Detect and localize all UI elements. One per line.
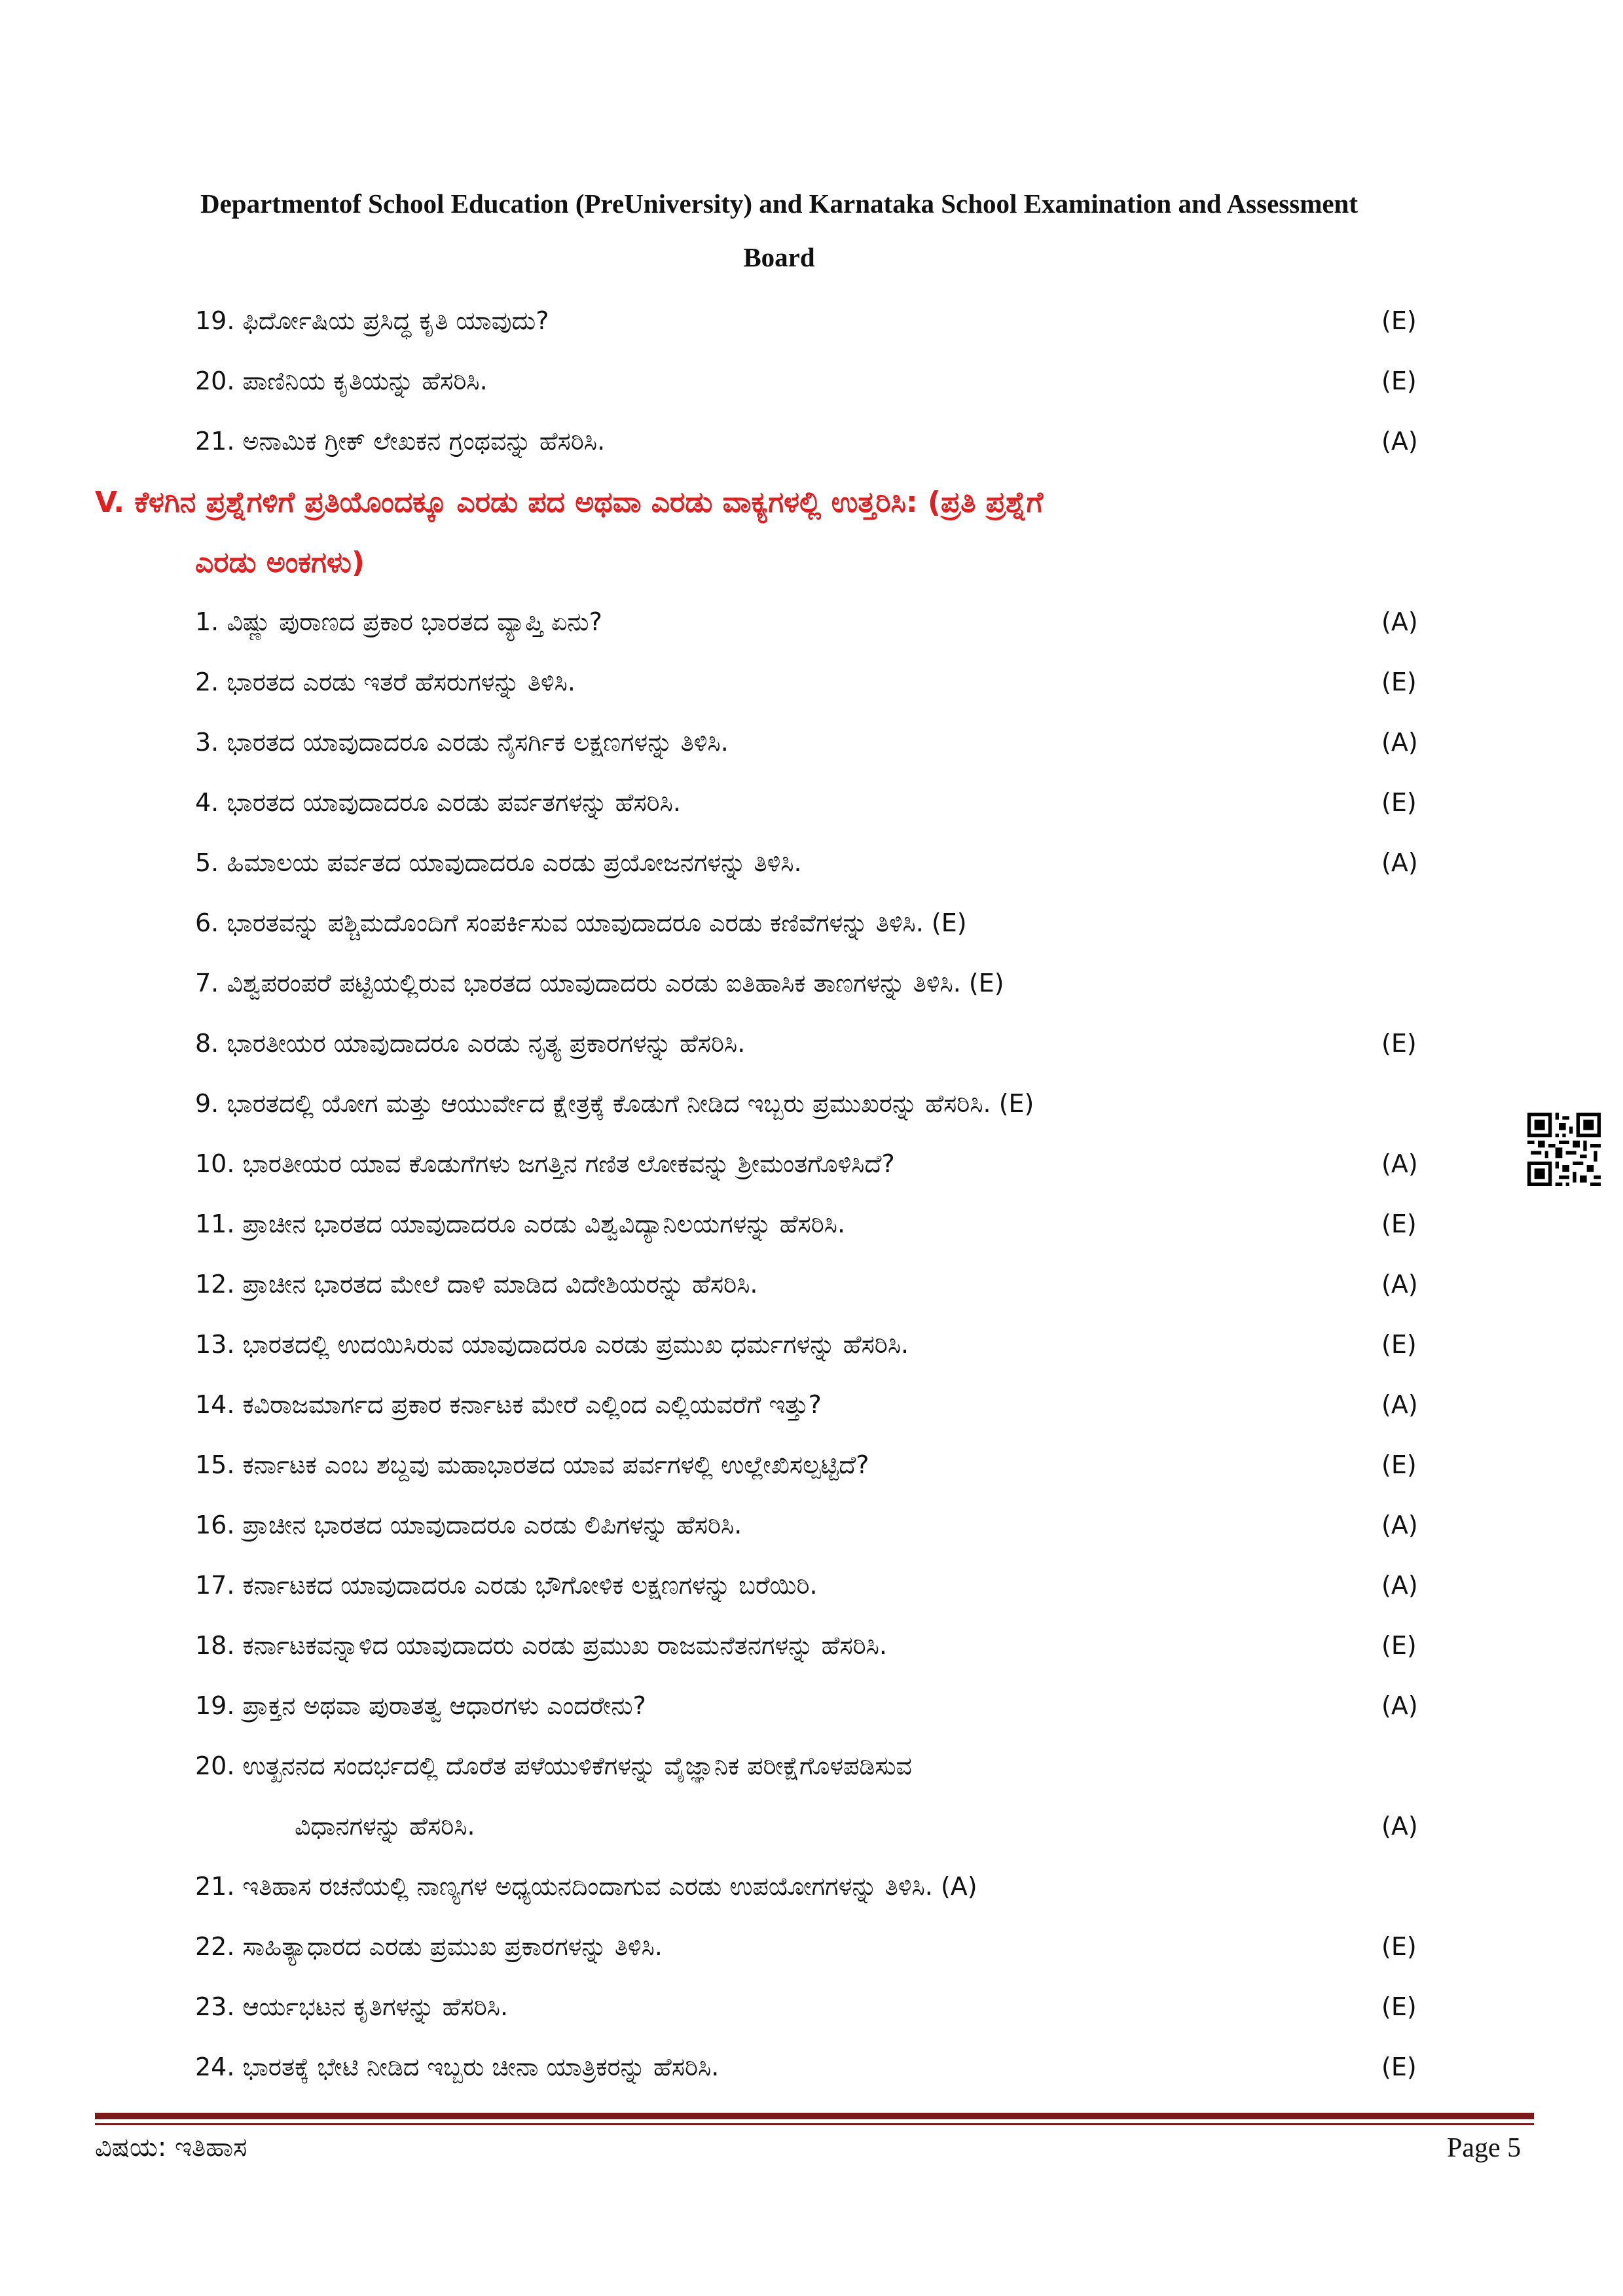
footer-subject: ವಿಷಯ: ಇತಿಹಾಸ xyxy=(95,2132,247,2162)
question-item: 21. ಅನಾಮಿಕ ಗ್ರೀಕ್ ಲೇಖಕನ ಗ್ರಂಥವನ್ನು ಹೆಸರಿಸಿ. xyxy=(195,427,606,456)
footer-rule-thin xyxy=(95,2123,1534,2125)
question-tag: (E) xyxy=(1381,1932,1417,1961)
question-item: 16. ಪ್ರಾಚೀನ ಭಾರತದ ಯಾವುದಾದರೂ ಎರಡು ಲಿಪಿಗಳನ್ನು ಹೆಸರಿಸಿ. xyxy=(195,1511,742,1539)
question-item: 22. ಸಾಹಿತ್ಯಾಧಾರದ ಎರಡು ಪ್ರಮುಖ ಪ್ರಕಾರಗಳನ್ನು ತಿಳಿಸಿ. xyxy=(195,1932,663,1961)
question-tag: (E) xyxy=(1381,2053,1417,2081)
question-item: 20. ಪಾಣಿನಿಯ ಕೃತಿಯನ್ನು ಹೆಸರಿಸಿ. xyxy=(195,367,488,395)
question-item: 18. ಕರ್ನಾಟಕವನ್ನಾಳಿದ ಯಾವುದಾದರು ಎರಡು ಪ್ರಮುಖ ರಾಜಮನೆತನಗಳನ್ನು ಹೆಸರಿಸಿ. xyxy=(195,1631,887,1660)
footer-page-number: Page 5 xyxy=(1447,2133,1522,2163)
question-tag: (A) xyxy=(1381,1390,1418,1419)
document-header xyxy=(92,177,1467,284)
question-tag: (E) xyxy=(1381,788,1417,817)
question-item: 23. ಆರ್ಯಭಟನ ಕೃತಿಗಳನ್ನು ಹೆಸರಿಸಿ. xyxy=(195,1992,509,2021)
question-tag: (A) xyxy=(1381,607,1418,636)
question-item: 9. ಭಾರತದಲ್ಲಿ ಯೋಗ ಮತ್ತು ಆಯುರ್ವೇದ ಕ್ಷೇತ್ರಕ್ಕೆ ಕೊಡುಗೆ ನೀಡಿದ ಇಬ್ಬರು ಪ್ರಮುಖರನ್ನು ಹೆಸರಿಸಿ. (E) xyxy=(195,1089,1034,1118)
question-tag: (A) xyxy=(1381,728,1418,757)
question-tag: (E) xyxy=(1381,1450,1417,1479)
qr-code-icon xyxy=(1527,1113,1601,1186)
question-item: 1. ವಿಷ್ಣು ಪುರಾಣದ ಪ್ರಕಾರ ಭಾರತದ ವ್ಯಾಪ್ತಿ ಏನು? xyxy=(195,607,602,636)
question-tag: (E) xyxy=(1381,306,1417,335)
section-heading-line-2: ಎರಡು ಅಂಕಗಳು) xyxy=(195,546,365,579)
question-tag: (E) xyxy=(1381,668,1417,696)
question-tag: (E) xyxy=(1381,1992,1417,2021)
question-item: 12. ಪ್ರಾಚೀನ ಭಾರತದ ಮೇಲೆ ದಾಳಿ ಮಾಡಿದ ವಿದೇಶಿಯರನ್ನು ಹೆಸರಿಸಿ. xyxy=(195,1270,758,1299)
question-item: 6. ಭಾರತವನ್ನು ಪಶ್ಚಿಮದೊಂದಿಗೆ ಸಂಪರ್ಕಿಸುವ ಯಾವುದಾದರೂ ಎರಡು ಕಣಿವೆಗಳನ್ನು ತಿಳಿಸಿ. (E) xyxy=(195,908,967,937)
question-tag: (A) xyxy=(1381,1812,1418,1840)
question-item: 15. ಕರ್ನಾಟಕ ಎಂಬ ಶಬ್ದವು ಮಹಾಭಾರತದ ಯಾವ ಪರ್ವಗಳಲ್ಲಿ ಉಲ್ಲೇಖಿಸಲ್ಪಟ್ಟಿದೆ? xyxy=(195,1450,869,1479)
question-tag: (A) xyxy=(1381,427,1418,456)
question-item: 7. ವಿಶ್ವಪರಂಪರೆ ಪಟ್ಟಿಯಲ್ಲಿರುವ ಭಾರತದ ಯಾವುದಾದರು ಎರಡು ಐತಿಹಾಸಿಕ ತಾಣಗಳನ್ನು ತಿಳಿಸಿ. (E) xyxy=(195,969,1004,997)
question-item: 5. ಹಿಮಾಲಯ ಪರ್ವತದ ಯಾವುದಾದರೂ ಎರಡು ಪ್ರಯೋಜನಗಳನ್ನು ತಿಳಿಸಿ. xyxy=(195,848,802,877)
question-tag: (A) xyxy=(1381,1149,1418,1178)
header-line-2: Board xyxy=(743,242,815,272)
question-item: 19. ಫಿರ್ದೋಷಿಯ ಪ್ರಸಿದ್ಧ ಕೃತಿ ಯಾವುದು? xyxy=(195,306,549,335)
question-tag: (A) xyxy=(1381,1270,1418,1299)
question-item: 10. ಭಾರತೀಯರ ಯಾವ ಕೊಡುಗೆಗಳು ಜಗತ್ತಿನ ಗಣಿತ ಲೋಕವನ್ನು ಶ್ರೀಮಂತಗೊಳಿಸಿದೆ? xyxy=(195,1149,895,1178)
question-tag: (E) xyxy=(1381,1631,1417,1660)
question-item: 24. ಭಾರತಕ್ಕೆ ಭೇಟಿ ನೀಡಿದ ಇಬ್ಬರು ಚೀನಾ ಯಾತ್ರಿಕರನ್ನು ಹೆಸರಿಸಿ. xyxy=(195,2053,720,2081)
question-tag: (A) xyxy=(1381,1571,1418,1600)
question-tag: (E) xyxy=(1381,367,1417,395)
question-item: 19. ಪ್ರಾಕ್ತನ ಅಥವಾ ಪುರಾತತ್ವ ಆಧಾರಗಳು ಎಂದರೇನು? xyxy=(195,1691,646,1720)
question-tag: (E) xyxy=(1381,1330,1417,1359)
question-item: 3. ಭಾರತದ ಯಾವುದಾದರೂ ಎರಡು ನೈಸರ್ಗಿಕ ಲಕ್ಷಣಗಳನ್ನು ತಿಳಿಸಿ. xyxy=(195,728,729,757)
question-tag: (A) xyxy=(1381,1691,1418,1720)
question-item: 2. ಭಾರತದ ಎರಡು ಇತರೆ ಹೆಸರುಗಳನ್ನು ತಿಳಿಸಿ. xyxy=(195,668,575,696)
question-item: 11. ಪ್ರಾಚೀನ ಭಾರತದ ಯಾವುದಾದರೂ ಎರಡು ವಿಶ್ವವಿದ್ಯಾನಿಲಯಗಳನ್ನು ಹೆಸರಿಸಿ. xyxy=(195,1210,846,1238)
question-item: 20. ಉತ್ಖನನದ ಸಂದರ್ಭದಲ್ಲಿ ದೊರೆತ ಪಳೆಯುಳಿಕೆಗಳನ್ನು ವೈಜ್ಞಾನಿಕ ಪರೀಕ್ಷೆಗೊಳಪಡಿಸುವ xyxy=(195,1751,912,1780)
question-item-continued: ವಿಧಾನಗಳನ್ನು ಹೆಸರಿಸಿ. xyxy=(295,1812,475,1840)
question-item: 13. ಭಾರತದಲ್ಲಿ ಉದಯಿಸಿರುವ ಯಾವುದಾದರೂ ಎರಡು ಪ್ರಮುಖ ಧರ್ಮಗಳನ್ನು ಹೆಸರಿಸಿ. xyxy=(195,1330,909,1359)
question-tag: (A) xyxy=(1381,1511,1418,1539)
question-tag: (E) xyxy=(1381,1029,1417,1058)
question-item: 8. ಭಾರತೀಯರ ಯಾವುದಾದರೂ ಎರಡು ನೃತ್ಯ ಪ್ರಕಾರಗಳನ್ನು ಹೆಸರಿಸಿ. xyxy=(195,1029,746,1058)
question-item: 4. ಭಾರತದ ಯಾವುದಾದರೂ ಎರಡು ಪರ್ವತಗಳನ್ನು ಹೆಸರಿಸಿ. xyxy=(195,788,682,817)
question-item: 21. ಇತಿಹಾಸ ರಚನೆಯಲ್ಲಿ ನಾಣ್ಯಗಳ ಅಧ್ಯಯನದಿಂದಾಗುವ ಎರಡು ಉಪಯೋಗಗಳನ್ನು ತಿಳಿಸಿ. (A) xyxy=(195,1872,977,1901)
question-tag: (A) xyxy=(1381,848,1418,877)
header-line-1: Departmentof School Education (PreUniversity) and Karnataka School Examination and Assessment xyxy=(200,188,1359,219)
question-item: 14. ಕವಿರಾಜಮಾರ್ಗದ ಪ್ರಕಾರ ಕರ್ನಾಟಕ ಮೇರೆ ಎಲ್ಲಿಂದ ಎಲ್ಲಿಯವರೆಗೆ ಇತ್ತು? xyxy=(195,1390,822,1419)
section-heading-line-1: V. ಕೆಳಗಿನ ಪ್ರಶ್ನೆಗಳಿಗೆ ಪ್ರತಿಯೊಂದಕ್ಕೂ ಎರಡು ಪದ ಅಥವಾ ಎರಡು ವಾಕ್ಯಗಳಲ್ಲಿ ಉತ್ತರಿಸಿ: (ಪ್ರತಿ ಪ್ರಶ್ನೆಗೆ xyxy=(95,486,1044,519)
footer-rule-thick xyxy=(95,2113,1534,2119)
question-tag: (E) xyxy=(1381,1210,1417,1238)
question-item: 17. ಕರ್ನಾಟಕದ ಯಾವುದಾದರೂ ಎರಡು ಭೌಗೋಳಿಕ ಲಕ್ಷಣಗಳನ್ನು ಬರೆಯಿರಿ. xyxy=(195,1571,818,1600)
